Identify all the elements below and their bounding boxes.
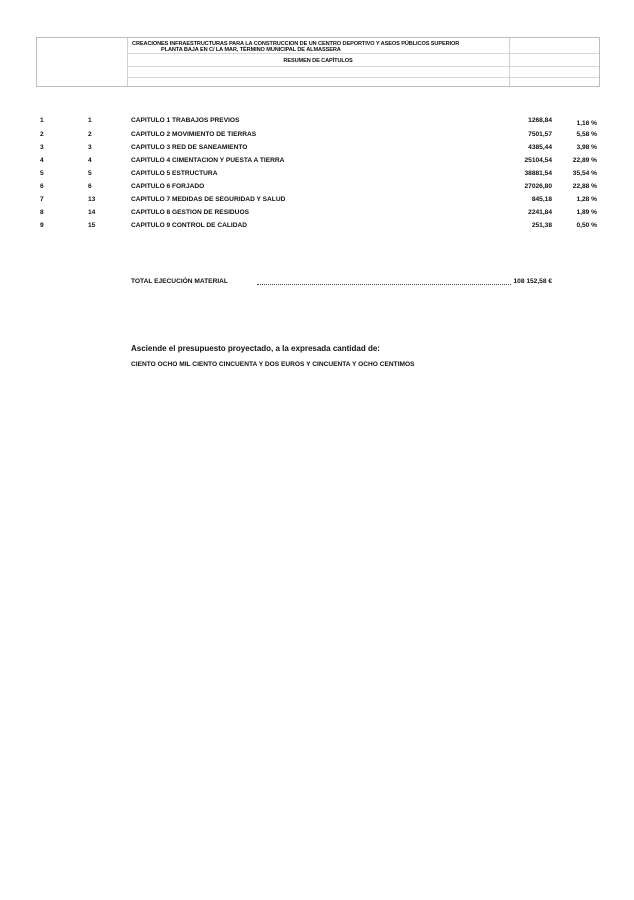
amount-intro: Asciende el presupuesto proyectado, a la expresada cantidad de: [131,344,380,353]
header-row-line [127,53,599,54]
row-percent: 22,88 % [572,183,597,190]
table-row [0,129,634,140]
row-code: 14 [88,209,96,216]
row-index: 4 [40,157,44,164]
header-title-line2: PLANTA BAJA EN C/ LA MAR, TÉRMINO MUNICIPAL DE ALMASSERA [161,47,341,53]
table-row [0,207,634,218]
row-code: 4 [88,157,92,164]
row-percent: 1,89 % [576,209,597,216]
header-title-line1: CREACIONES INFRAESTRUCTURAS PARA LA CONSTRUCCION DE UN CENTRO DEPORTIVO Y ASEOS PÚBLICOS SUPERIOR [132,41,460,47]
row-description: CAPITULO 3 RED DE SANEAMIENTO [131,144,248,151]
amount-in-words: CIENTO OCHO MIL CIENTO CINCUENTA Y DOS EUROS Y CINCUENTA Y OCHO CENTIMOS [131,361,415,368]
row-index: 6 [40,183,44,190]
row-amount: 1268,84 [528,117,552,124]
row-description: CAPITULO 9 CONTROL DE CALIDAD [131,222,248,229]
row-amount: 38881,54 [524,170,552,177]
row-percent: 22,89 % [572,157,597,164]
table-row [0,168,634,179]
row-percent: 1,16 % [576,120,597,127]
row-index: 2 [40,131,44,138]
row-amount: 27026,80 [524,183,552,190]
row-percent: 1,28 % [576,196,597,203]
row-amount: 2241,84 [528,209,552,216]
row-code: 1 [88,117,92,124]
header-divider [509,38,510,86]
row-percent: 35,54 % [572,170,597,177]
row-index: 9 [40,222,44,229]
table-row [0,194,634,205]
total-row [131,276,561,288]
row-code: 13 [88,196,96,203]
row-index: 3 [40,144,44,151]
row-description: CAPITULO 4 CIMENTACION Y PUESTA A TIERRA [131,157,285,164]
total-dotted-leader [257,284,511,285]
header-row-line [127,66,599,67]
row-percent: 3,98 % [576,144,597,151]
row-index: 1 [40,117,44,124]
row-code: 5 [88,170,92,177]
row-percent: 5,58 % [576,131,597,138]
header-table [36,37,600,87]
row-description: CAPITULO 1 TRABAJOS PREVIOS [131,117,240,124]
row-description: CAPITULO 6 FORJADO [131,183,205,190]
row-description: CAPITULO 5 ESTRUCTURA [131,170,218,177]
row-index: 7 [40,196,44,203]
row-description: CAPITULO 7 MEDIDAS DE SEGURIDAD Y SALUD [131,196,286,203]
table-row [0,155,634,166]
header-subtitle: RESUMEN DE CAPÍTULOS [283,58,353,64]
row-code: 15 [88,222,96,229]
table-row [0,181,634,192]
row-percent: 0,50 % [576,222,597,229]
row-index: 8 [40,209,44,216]
row-description: CAPITULO 2 MOVIMIENTO DE TIERRAS [131,131,257,138]
row-code: 6 [88,183,92,190]
row-amount: 7501,57 [528,131,552,138]
row-amount: 845,18 [531,196,552,203]
header-row-line [127,77,599,78]
table-row [0,115,634,126]
row-code: 3 [88,144,92,151]
table-row [0,220,634,231]
row-code: 2 [88,131,92,138]
total-value: 108 152,58 € [513,278,552,285]
row-amount: 25104,54 [524,157,552,164]
total-label: TOTAL EJECUCIÓN MATERIAL [131,278,228,285]
row-amount: 251,38 [531,222,552,229]
table-row [0,142,634,153]
row-index: 5 [40,170,44,177]
row-description: CAPITULO 8 GESTION DE RESIDUOS [131,209,249,216]
row-amount: 4385,44 [528,144,552,151]
